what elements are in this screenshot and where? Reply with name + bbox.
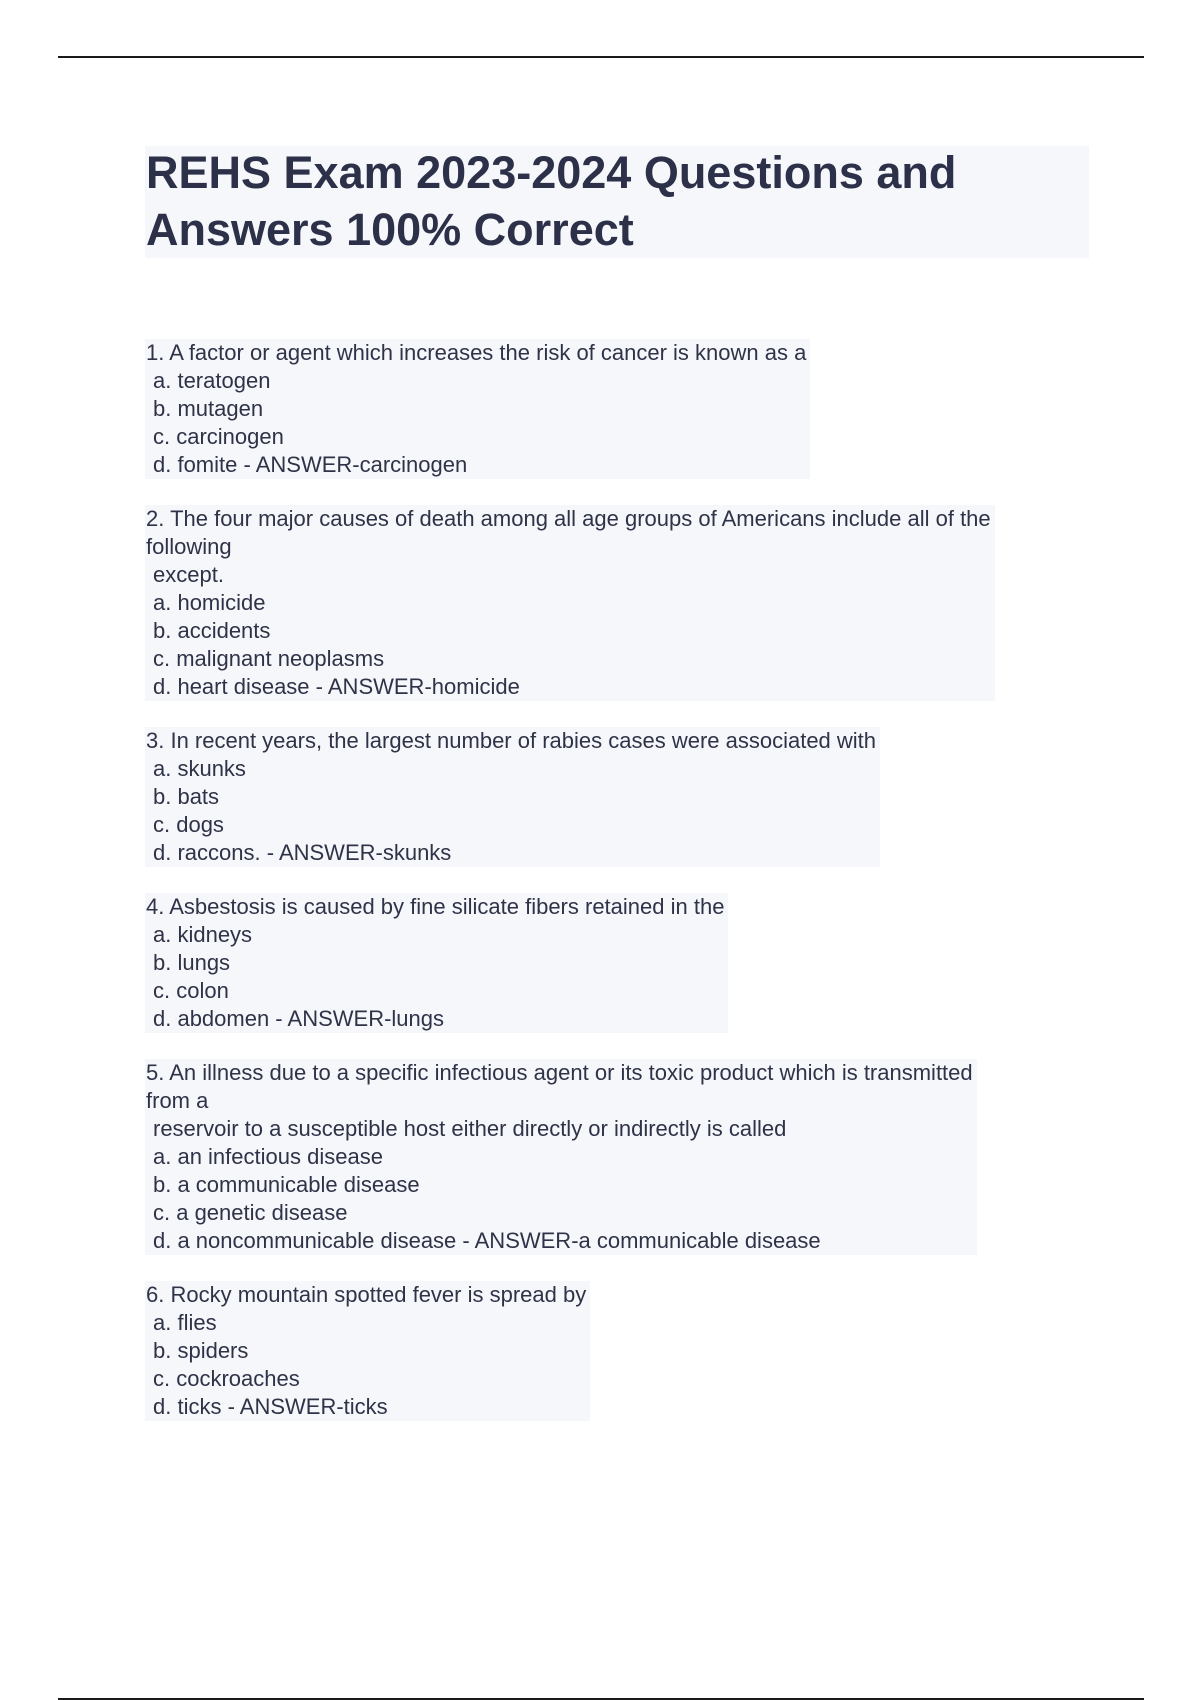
question-line: c. a genetic disease: [153, 1200, 348, 1225]
question-line: d. abdomen - ANSWER-lungs: [153, 1006, 445, 1031]
question-text: 5. An illness due to a specific infectious agent or its toxic product which is transmitted: [146, 1060, 973, 1085]
question-line: c. dogs: [153, 812, 224, 837]
question-text: 6. Rocky mountain spotted fever is spread by: [146, 1282, 587, 1307]
header-rule: [58, 56, 1144, 58]
question-block: [145, 505, 995, 701]
question-line: b. spiders: [153, 1338, 249, 1363]
question-list: [145, 339, 1090, 1447]
question-line: c. colon: [153, 978, 229, 1003]
question-block: [145, 1059, 977, 1255]
question-line: b. lungs: [153, 950, 231, 975]
question-line: reservoir to a susceptible host either directly or indirectly is called: [153, 1116, 787, 1141]
question-line: c. carcinogen: [153, 424, 284, 449]
question-line: c. cockroaches: [153, 1366, 300, 1391]
question-line: b. bats: [153, 784, 220, 809]
document-title: [146, 144, 1086, 258]
title-line-2: Answers 100% Correct: [146, 204, 634, 255]
question-block: [145, 727, 880, 867]
question-text: 3. In recent years, the largest number of rabies cases were associated with: [146, 728, 877, 753]
title-line-1: REHS Exam 2023-2024 Questions and: [146, 147, 957, 198]
question-block: [145, 339, 810, 479]
question-block: [145, 893, 728, 1033]
question-line: a. an infectious disease: [153, 1144, 383, 1169]
question-line: d. raccons. - ANSWER-skunks: [153, 840, 452, 865]
question-line: a. kidneys: [153, 922, 253, 947]
question-line: d. a noncommunicable disease - ANSWER-a communicable disease: [153, 1228, 821, 1253]
question-line: d. ticks - ANSWER-ticks: [153, 1394, 388, 1419]
question-line: d. heart disease - ANSWER-homicide: [153, 674, 520, 699]
question-line: a. flies: [153, 1310, 217, 1335]
question-line: a. homicide: [153, 590, 266, 615]
question-line: from a: [146, 1088, 209, 1113]
question-text: 2. The four major causes of death among all age groups of Americans include all of the: [146, 506, 991, 531]
question-line: b. mutagen: [153, 396, 264, 421]
question-line: b. a communicable disease: [153, 1172, 420, 1197]
question-text: 4. Asbestosis is caused by fine silicate fibers retained in the: [146, 894, 725, 919]
question-line: following: [146, 534, 232, 559]
question-block: [145, 1281, 590, 1421]
question-text: 1. A factor or agent which increases the risk of cancer is known as a: [146, 340, 807, 365]
question-line: d. fomite - ANSWER-carcinogen: [153, 452, 468, 477]
question-line: b. accidents: [153, 618, 271, 643]
question-line: c. malignant neoplasms: [153, 646, 385, 671]
question-line: a. skunks: [153, 756, 246, 781]
question-line: a. teratogen: [153, 368, 271, 393]
question-line: except.: [153, 562, 224, 587]
